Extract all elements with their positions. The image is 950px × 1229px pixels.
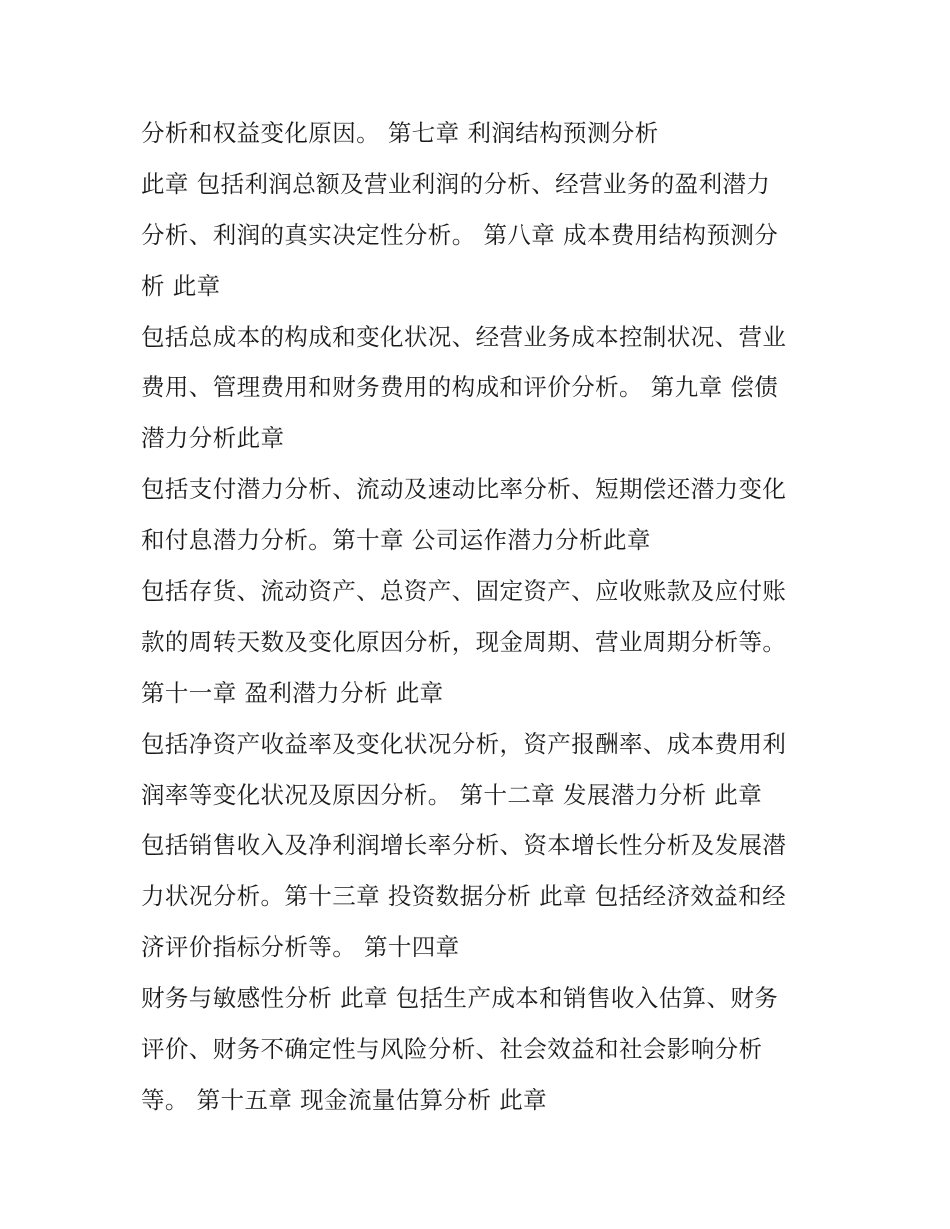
text-line-5: 包括总成本的构成和变化状况、经营业务成本控制状况、营业 xyxy=(141,322,787,351)
body-text xyxy=(141,108,821,1126)
text-line-17: 济评价指标分析等。 第十四章 xyxy=(141,933,460,962)
text-line-19: 评价、财务不确定性与风险分析、社会效益和社会影响分析 xyxy=(141,1035,763,1064)
text-line-13: 包括净资产收益率及变化状况分析，资产报酬率、成本费用利 xyxy=(141,729,787,758)
text-line-18: 财务与敏感性分析 此章 包括生产成本和销售收入估算、财务 xyxy=(141,984,779,1013)
text-line-1: 分析和权益变化原因。 第七章 利润结构预测分析 xyxy=(141,119,659,147)
text-line-16: 力状况分析。第十三章 投资数据分析 此章 包括经济效益和经 xyxy=(141,882,787,911)
text-line-20: 等。 第十五章 现金流量估算分析 此章 xyxy=(141,1085,548,1114)
text-line-4: 析 此章 xyxy=(141,271,221,300)
text-line-15: 包括销售收入及净利润增长率分析、资本增长性分析及发展潜 xyxy=(141,831,787,860)
text-line-12: 第十一章 盈利潜力分析 此章 xyxy=(141,678,444,707)
text-line-7: 潜力分析此章 xyxy=(141,424,285,453)
text-line-9: 和付息潜力分析。第十章 公司运作潜力分析此章 xyxy=(141,526,651,555)
text-line-10: 包括存货、流动资产、总资产、固定资产、应收账款及应付账 xyxy=(141,577,787,606)
text-line-6: 费用、管理费用和财务费用的构成和评价分析。 第九章 偿债 xyxy=(141,373,779,402)
text-line-14: 润率等变化状况及原因分析。 第十二章 发展潜力分析 此章 xyxy=(141,780,763,809)
text-line-2: 此章 包括利润总额及营业利润的分析、经营业务的盈利潜力 xyxy=(141,169,771,198)
text-line-11: 款的周转天数及变化原因分析，现金周期、营业周期分析等。 xyxy=(141,627,787,656)
text-line-3: 分析、利润的真实决定性分析。 第八章 成本费用结构预测分 xyxy=(141,220,779,249)
text-line-8: 包括支付潜力分析、流动及速动比率分析、短期偿还潜力变化 xyxy=(141,475,787,504)
